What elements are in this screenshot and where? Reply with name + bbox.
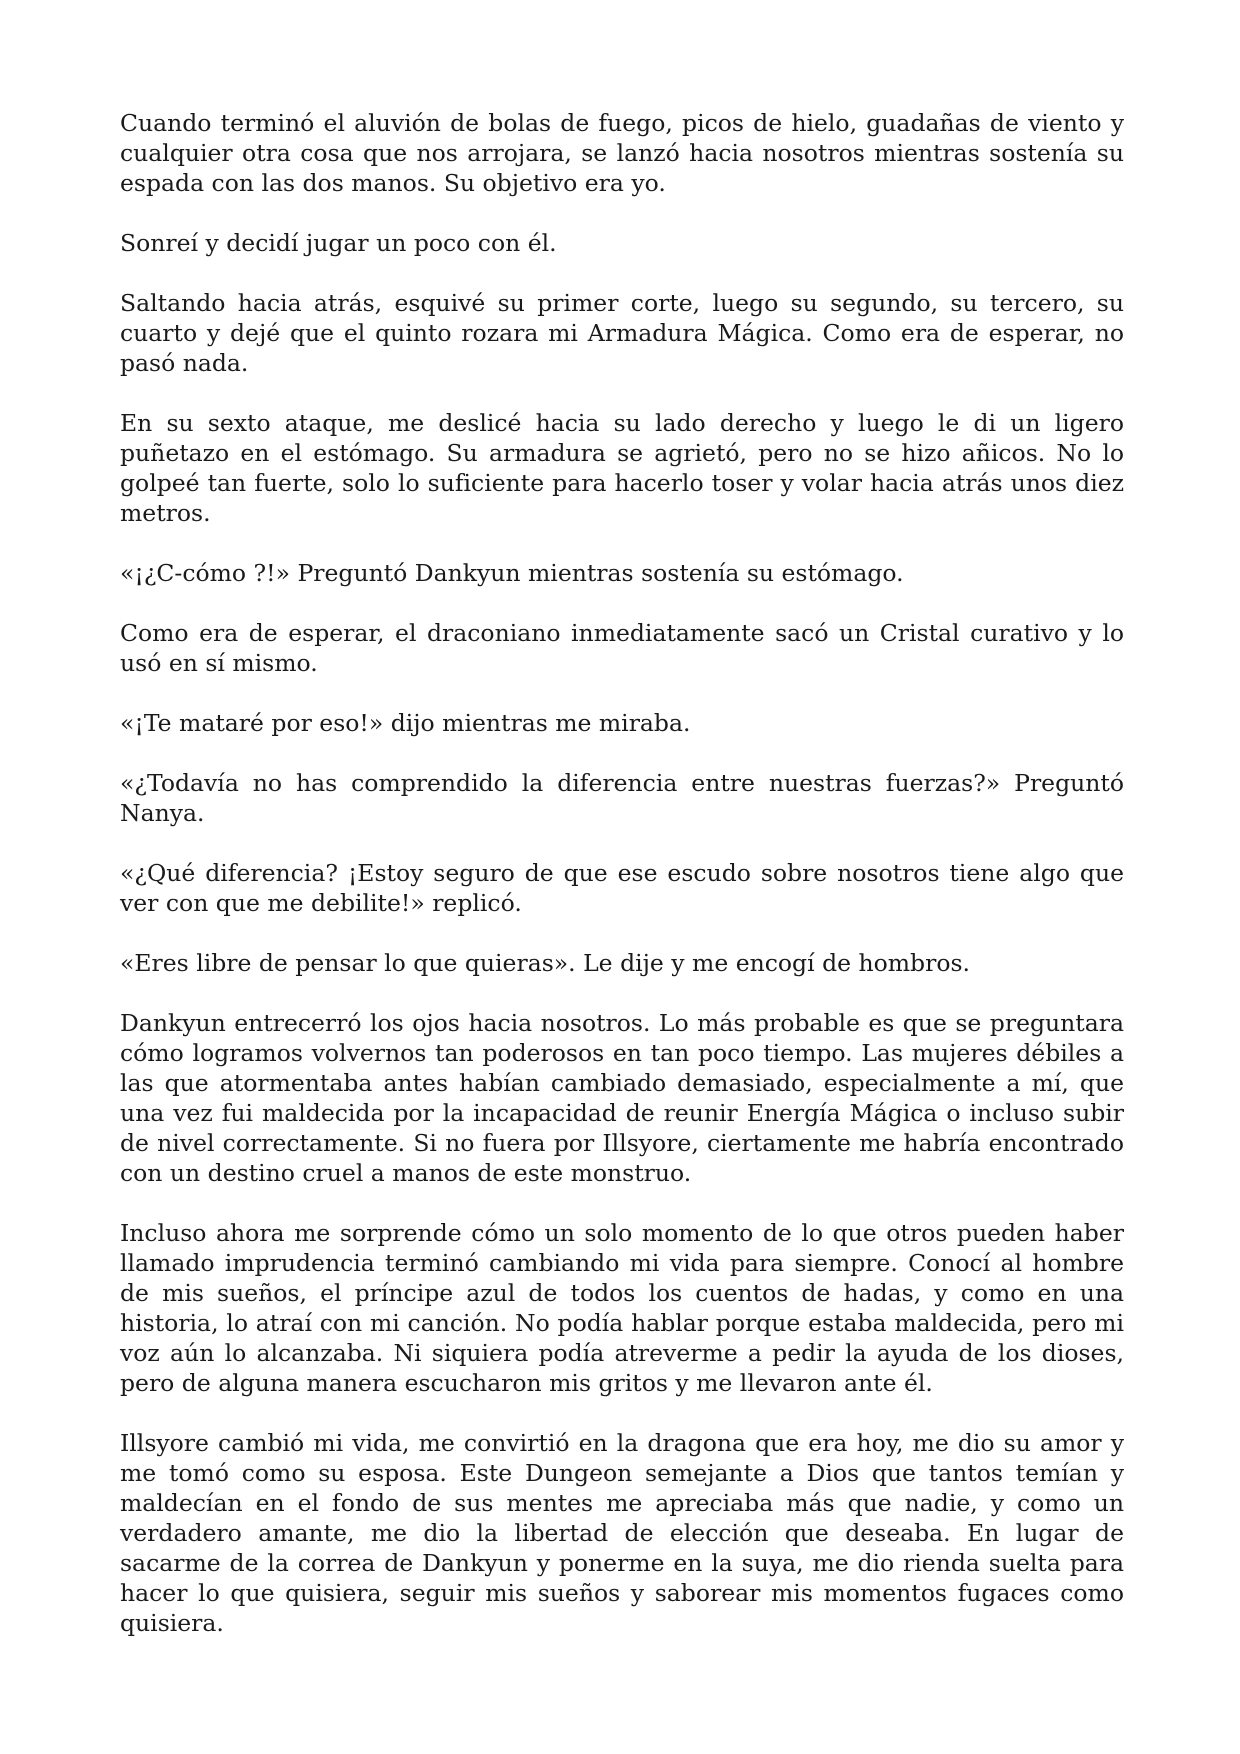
document-page	[120, 108, 1124, 1668]
paragraph-6: Como era de esperar, el draconiano inmediatamente sacó un Cristal curativo y lo usó en sí mismo.	[120, 619, 1124, 677]
paragraph-11: Dankyun entrecerró los ojos hacia nosotros. Lo más probable es que se preguntara cómo logramos volvernos tan poderosos en tan poco tiempo. Las mujeres débiles a las que atormentaba antes habían cambiado demasiado, especialmente a mí, que una vez fui maldecida por la incapacidad de reunir Energía Mágica o incluso subir de nivel correctamente. Si no fuera por Illsyore, ciertamente me habría encontrado con un destino cruel a manos de este monstruo.	[120, 1009, 1124, 1187]
paragraph-2: Sonreí y decidí jugar un poco con él.	[120, 229, 557, 257]
paragraph-4: En su sexto ataque, me deslicé hacia su lado derecho y luego le di un ligero puñetazo en el estómago. Su armadura se agrietó, pero no se hizo añicos. No lo golpeé tan fuerte, solo lo suficiente para hacerlo toser y volar hacia atrás unos diez metros.	[120, 409, 1124, 527]
paragraph-3: Saltando hacia atrás, esquivé su primer corte, luego su segundo, su tercero, su cuarto y dejé que el quinto rozara mi Armadura Mágica. Como era de esperar, no pasó nada.	[120, 289, 1124, 377]
paragraph-8: «¿Todavía no has comprendido la diferencia entre nuestras fuerzas?» Preguntó Nanya.	[120, 769, 1124, 827]
paragraph-13: Illsyore cambió mi vida, me convirtió en la dragona que era hoy, me dio su amor y me tomó como su esposa. Este Dungeon semejante a Dios que tantos temían y maldecían en el fondo de sus mentes me apreciaba más que nadie, y como un verdadero amante, me dio la libertad de elección que deseaba. En lugar de sacarme de la correa de Dankyun y ponerme en la suya, me dio rienda suelta para hacer lo que quisiera, seguir mis sueños y saborear mis momentos fugaces como quisiera.	[120, 1429, 1124, 1637]
paragraph-5: «¡¿C-cómo ?!» Preguntó Dankyun mientras sostenía su estómago.	[120, 559, 904, 587]
paragraph-12: Incluso ahora me sorprende cómo un solo momento de lo que otros pueden haber llamado imprudencia terminó cambiando mi vida para siempre. Conocí al hombre de mis sueños, el príncipe azul de todos los cuentos de hadas, y como en una historia, lo atraí con mi canción. No podía hablar porque estaba maldecida, pero mi voz aún lo alcanzaba. Ni siquiera podía atreverme a pedir la ayuda de los dioses, pero de alguna manera escucharon mis gritos y me llevaron ante él.	[120, 1219, 1124, 1397]
paragraph-9: «¿Qué diferencia? ¡Estoy seguro de que ese escudo sobre nosotros tiene algo que ver con que me debilite!» replicó.	[120, 859, 1124, 917]
paragraph-1: Cuando terminó el aluvión de bolas de fuego, picos de hielo, guadañas de viento y cualquier otra cosa que nos arrojara, se lanzó hacia nosotros mientras sostenía su espada con las dos manos. Su objetivo era yo.	[120, 109, 1124, 197]
paragraph-7: «¡Te mataré por eso!» dijo mientras me miraba.	[120, 709, 691, 737]
paragraph-10: «Eres libre de pensar lo que quieras». Le dije y me encogí de hombros.	[120, 949, 971, 977]
